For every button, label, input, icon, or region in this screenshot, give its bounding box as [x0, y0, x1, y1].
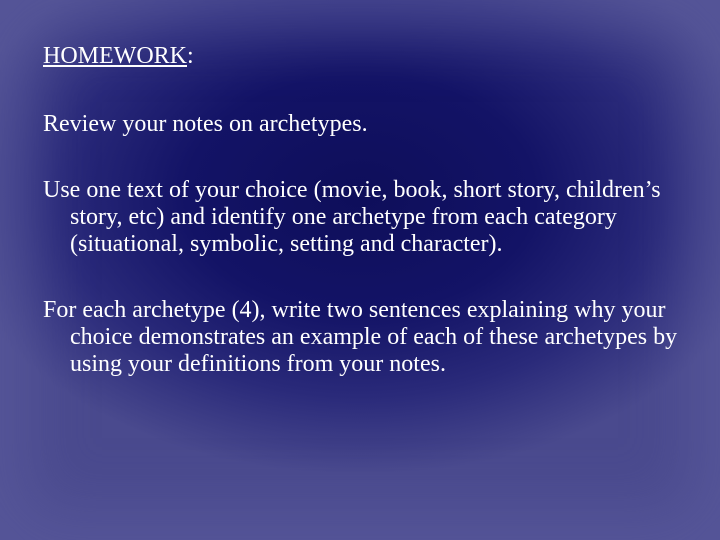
instruction-choose-text: Use one text of your choice (movie, book, short story, children’s story, etc) and identify one archetype from each category (situational, symbolic, setting and character).	[43, 177, 661, 257]
slide-content	[43, 42, 683, 378]
homework-heading	[43, 42, 683, 70]
instruction-review-notes: Review your notes on archetypes.	[43, 111, 368, 137]
homework-heading-colon: :	[187, 43, 194, 69]
homework-heading-word: HOMEWORK	[43, 43, 187, 69]
instruction-write-sentences: For each archetype (4), write two sentences explaining why your choice demonstrates an example of each of these archetypes by using your definitions from your notes.	[43, 297, 678, 377]
